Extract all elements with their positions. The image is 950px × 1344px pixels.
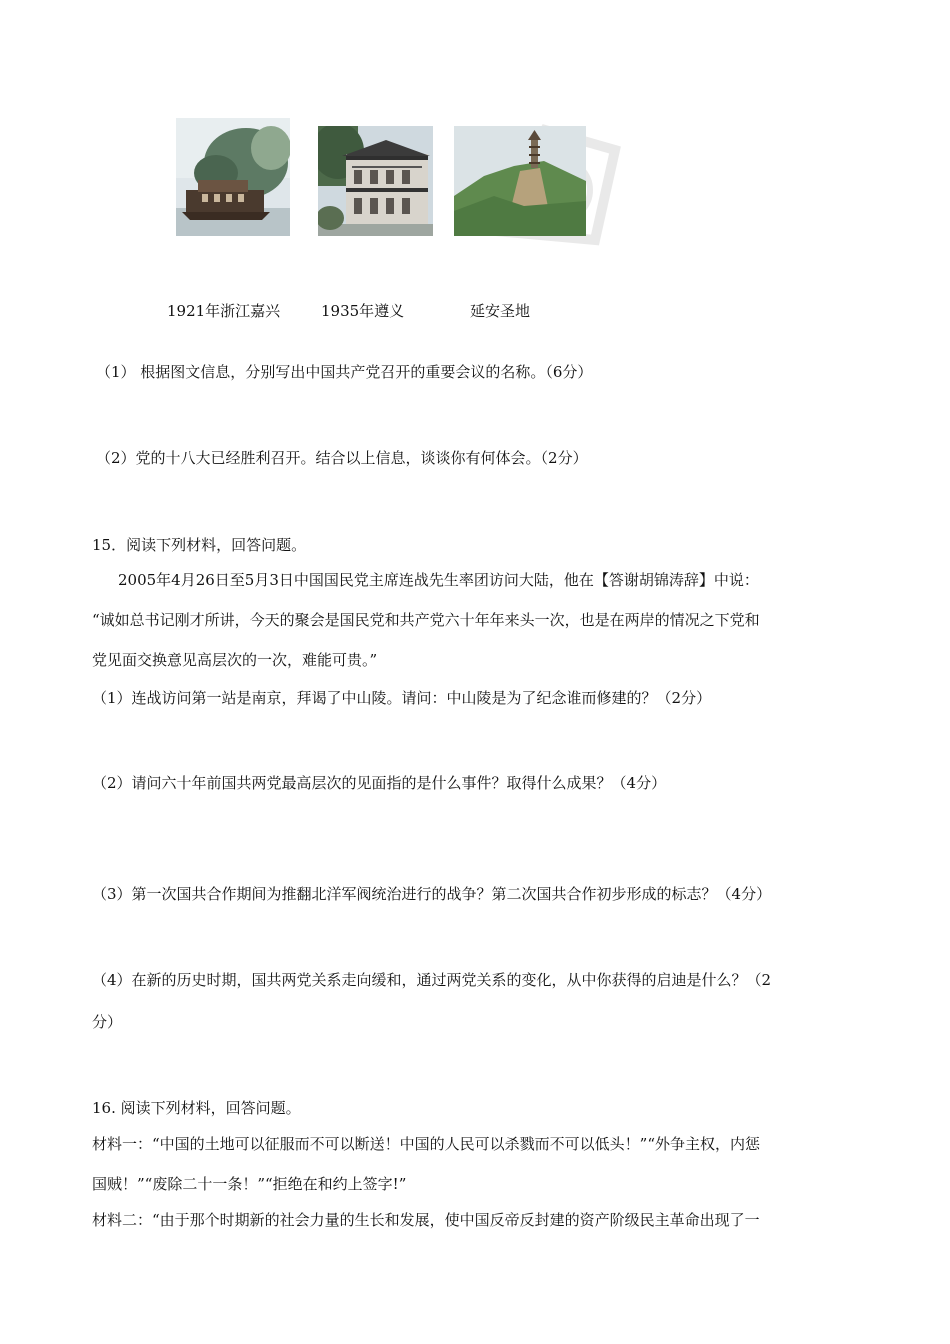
q14-part1: （1） 根据图文信息，分别写出中国共产党召开的重要会议的名称。（6分） [96,363,593,381]
photo-yanan-pagoda-hill [454,126,586,236]
q15-question4-line1: （4）在新的历史时期，国共两党关系走向缓和，通过两党关系的变化，从中你获得的启迪是什么？（2 [92,971,772,989]
q15-question4-line2: 分） [92,1013,123,1031]
q15-question2: （2）请问六十年前国共两党最高层次的见面指的是什么事件？取得什么成果？（4分） [92,774,667,792]
caption-yanan: 延安圣地 [470,302,531,320]
q15-heading: 15．阅读下列材料，回答问题。 [92,536,307,554]
q15-material-line1: 2005年4月26日至5月3日中国国民党主席连战先生率团访问大陆，他在【答谢胡锦涛辞】中说： [118,571,759,589]
caption-zunyi: 1935年遵义 [321,302,405,320]
q16-material2-line1: 材料二：“由于那个时期新的社会力量的生长和发展，使中国反帝反封建的资产阶级民主革命出现了一 [92,1211,760,1229]
photo-zunyi-meeting-site [318,126,433,236]
q15-material-line2: “诚如总书记刚才所讲，今天的聚会是国民党和共产党六十年年来头一次，也是在两岸的情况之下党和 [92,611,760,629]
q16-material1-line2: 国贼！”“废除二十一条！”“拒绝在和约上签字!” [92,1175,407,1193]
q15-question3: （3）第一次国共合作期间为推翻北洋军阀统治进行的战争？第二次国共合作初步形成的标志？（4分） [92,885,772,903]
q14-part2: （2）党的十八大已经胜利召开。结合以上信息，谈谈你有何体会。（2分） [96,449,588,467]
q16-material1-line1: 材料一：“中国的土地可以征服而不可以断送！中国的人民可以杀戮而不可以低头！”“外争主权，内惩 [92,1135,761,1153]
caption-jiaxing: 1921年浙江嘉兴 [167,302,281,320]
q15-question1: （1）连战访问第一站是南京，拜谒了中山陵。请问：中山陵是为了纪念谁而修建的？（2分） [92,689,712,707]
q16-heading: 16. 阅读下列材料，回答问题。 [92,1099,301,1117]
photo-jiaxing-red-boat [176,118,290,236]
q15-material-line3: 党见面交换意见高层次的一次，难能可贵。” [92,651,378,669]
